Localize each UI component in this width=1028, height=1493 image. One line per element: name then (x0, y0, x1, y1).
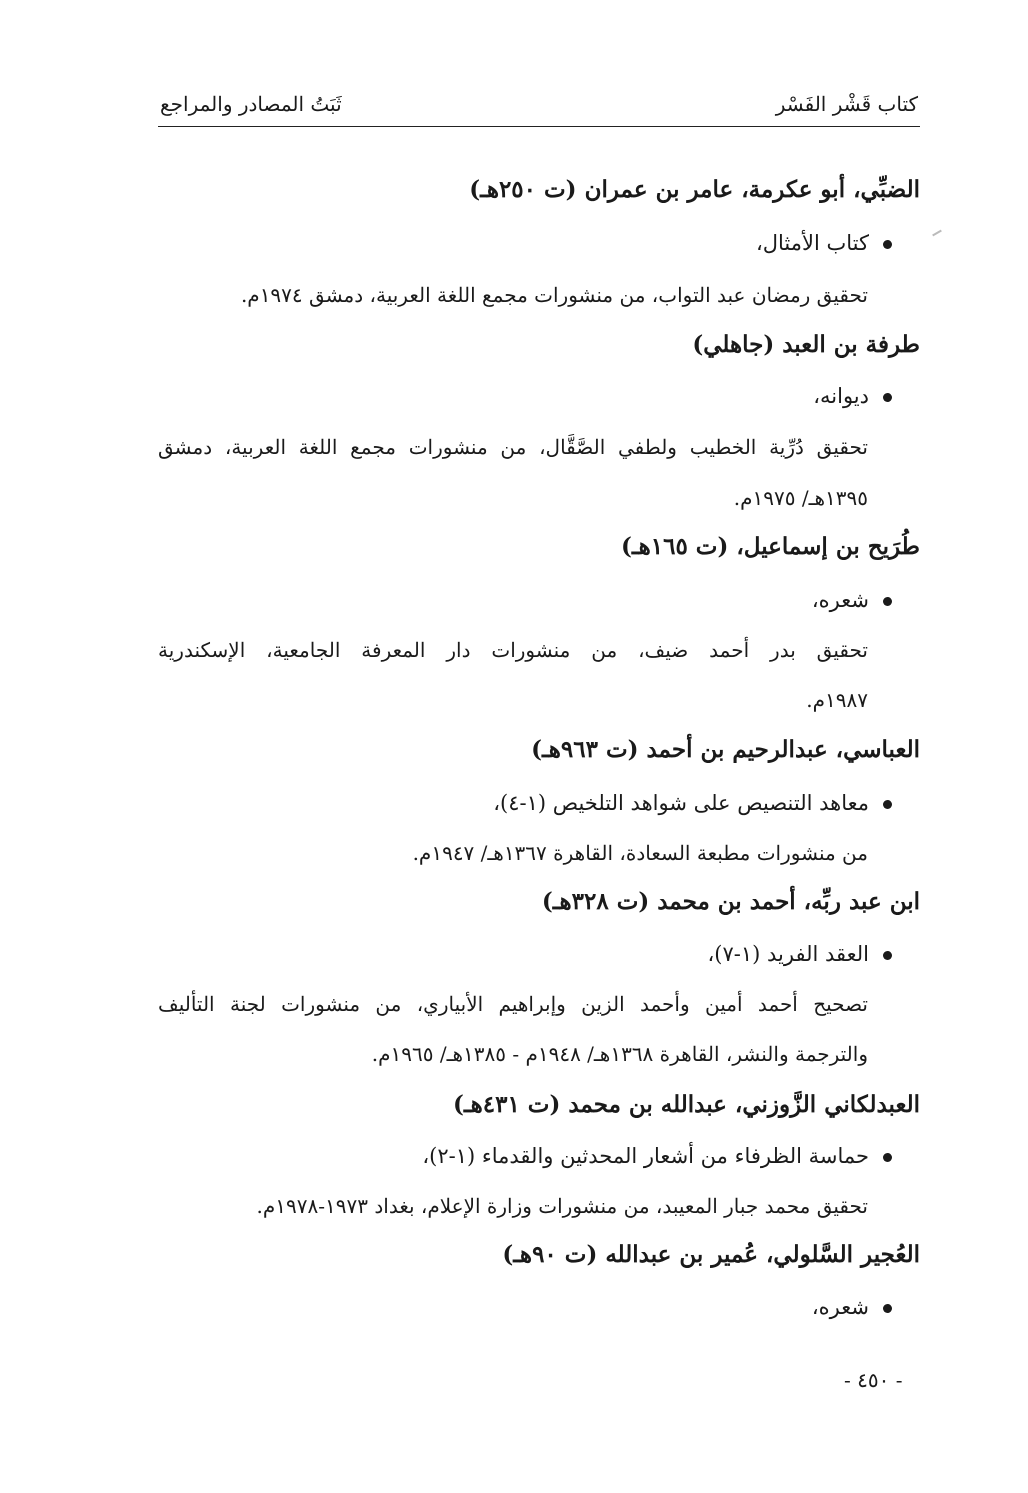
book-title: كتاب قَشْر الفَسْر (775, 92, 918, 116)
entry-detail: والترجمة والنشر، القاهرة ١٣٦٨هـ/ ١٩٤٨م - ١٣٨٥هـ/ ١٩٦٥م. (371, 1042, 868, 1066)
entry-author: العباسي، عبدالرحيم بن أحمد (ت ٩٦٣هـ) (531, 736, 920, 763)
entry-detail: تحقيق دُرِّية الخطيب ولطفي الصَّقَّال، من منشورات مجمع اللغة العربية، دمشق (158, 435, 868, 459)
entry-work (812, 1297, 892, 1318)
bullet-icon (883, 597, 892, 606)
page-number: - ٤٥٠ - (844, 1368, 903, 1392)
running-head (158, 86, 920, 127)
entry-work-title: معاهد التنصيص على شواهد التلخيص (١-٤)، (493, 791, 869, 815)
entry-work-title: شعره، (811, 1295, 869, 1319)
bullet-icon (883, 1153, 892, 1162)
entry-work (812, 590, 892, 611)
entry-author: العُجير السَّلولي، عُمير بن عبدالله (ت ٩٠هـ) (502, 1241, 920, 1268)
entry-work-title: ديوانه، (813, 384, 869, 408)
entry-work-title: العقد الفريد (١-٧)، (707, 942, 869, 966)
entry-detail: تحقيق محمد جبار المعيبد، من منشورات وزارة الإعلام، بغداد ١٩٧٣-١٩٧٨م. (256, 1194, 868, 1218)
entry-detail: تصحيح أحمد أمين وأحمد الزين وإبراهيم الأبياري، من منشورات لجنة التأليف (158, 992, 868, 1016)
entry-work-title: حماسة الظرفاء من أشعار المحدثين والقدماء (١-٢)، (422, 1144, 869, 1168)
bullet-icon (883, 1304, 892, 1313)
entry-detail: ١٣٩٥هـ/ ١٩٧٥م. (733, 486, 868, 510)
scan-speck (932, 230, 942, 237)
section-title: ثَبَتُ المصادر والمراجع (160, 92, 342, 116)
entry-work (756, 233, 892, 254)
entry-author: الضبِّي، أبو عكرمة، عامر بن عمران (ت ٢٥٠هـ) (469, 176, 920, 203)
bullet-icon (883, 800, 892, 809)
entry-detail: ١٩٨٧م. (806, 688, 868, 712)
bullet-icon (883, 951, 892, 960)
entry-work (422, 1146, 892, 1167)
entry-work-title: كتاب الأمثال، (755, 231, 869, 255)
entry-detail: من منشورات مطبعة السعادة، القاهرة ١٣٦٧هـ/ ١٩٤٧م. (412, 841, 868, 865)
entry-detail: تحقيق رمضان عبد التواب، من منشورات مجمع اللغة العربية، دمشق ١٩٧٤م. (240, 283, 868, 307)
entry-work (707, 944, 892, 965)
bullet-icon (883, 393, 892, 402)
entry-detail: تحقيق بدر أحمد ضيف، من منشورات دار المعرفة الجامعية، الإسكندرية (158, 638, 868, 662)
entry-author: طُرَيح بن إسماعيل، (ت ١٦٥هـ) (620, 533, 920, 560)
entry-author: طرفة بن العبد (جاهلي) (692, 331, 920, 358)
entry-work (493, 793, 892, 814)
entry-work-title: شعره، (811, 588, 869, 612)
entry-author: ابن عبد ربِّه، أحمد بن محمد (ت ٣٢٨هـ) (541, 888, 920, 915)
entry-work (813, 386, 892, 407)
bullet-icon (883, 240, 892, 249)
entry-author: العبدلكاني الزَّوزني، عبدالله بن محمد (ت ٤٣١هـ) (452, 1091, 920, 1118)
